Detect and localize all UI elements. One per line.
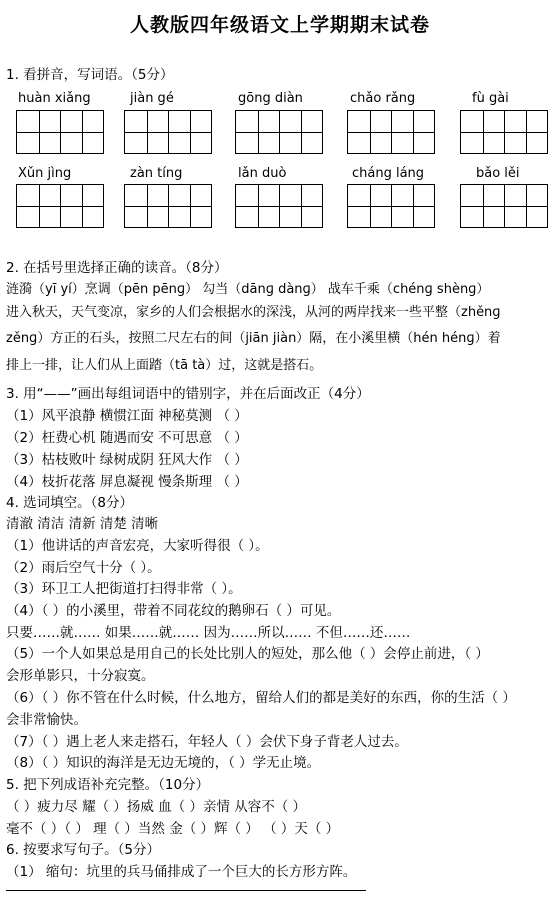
q5-row-2: 毫不（ ）（ ） 理（ ）当然 金（ ）辉（ ） （ ）天（ ） — [6, 821, 340, 837]
q5-heading: 5. 把下列成语补充完整。（10分） — [6, 777, 210, 793]
q4-word-bank-2: 只要……就…… 如果……就…… 因为……所以…… 不但……还…… — [6, 625, 411, 641]
writing-box[interactable] — [16, 110, 104, 154]
page-title: 人教版四年级语文上学期期末试卷 — [129, 14, 430, 36]
q3-heading: 3. 用“——”画出每组词语中的错别字，并在后面改正（4分） — [6, 386, 370, 402]
pinyin-2-4: cháng láng — [352, 166, 425, 181]
q4-sentence-7: （7）（ ）遇上老人来走搭石，年轻人（ ）会伏下身子背老人过去。 — [6, 734, 408, 750]
answer-line[interactable] — [6, 890, 366, 891]
pinyin-row-1 — [0, 91, 560, 107]
q4-sentence-5a: （5）一个人如果总是用自己的长处比别人的短处，那么他（ ）会停止前进，（ ） — [6, 646, 489, 662]
pinyin-1-4: chǎo rǎng — [350, 91, 416, 106]
q1-heading: 1. 看拼音，写词语。（5分） — [6, 67, 174, 83]
pinyin-1-1: huàn xiǎng — [18, 91, 91, 106]
writing-box[interactable] — [347, 110, 435, 154]
q4-word-bank-1: 清澈 清洁 清新 清楚 清晰 — [6, 516, 159, 532]
pinyin-2-1: Xǔn jìng — [18, 166, 72, 181]
writing-box-row-2 — [0, 184, 560, 230]
writing-box[interactable] — [460, 110, 548, 154]
q2-line-2: 进入秋天，天气变凉，家乡的人们会根据水的深浅，从河的两岸找来一些平整（zhěnɡ — [6, 305, 501, 320]
q4-sentence-6a: （6）（ ）你不管在什么时候，什么地方，留给人们的都是美好的东西，你的生活（ ） — [6, 690, 516, 706]
pinyin-2-2: zàn tíng — [130, 166, 183, 181]
q4-heading: 4. 选词填空。（8分） — [6, 495, 134, 511]
q5-row-1: （ ）疲力尽 耀（ ）扬威 血（ ）亲情 从容不（ ） — [6, 799, 307, 815]
q2-heading: 2. 在括号里选择正确的读音。（8分） — [6, 260, 228, 276]
writing-box[interactable] — [235, 184, 323, 228]
q3-item-2: （2）枉费心机 随遇而安 不可思意 （ ） — [6, 430, 248, 446]
q4-sentence-2: （2）雨后空气十分（ ）。 — [6, 560, 161, 576]
q3-item-4: （4）枝折花落 屏息凝视 慢条斯理 （ ） — [6, 474, 248, 490]
pinyin-2-5: bǎo lěi — [476, 166, 520, 181]
writing-box[interactable] — [235, 110, 323, 154]
q6-sentence-1: （1） 缩句：坑里的兵马俑排成了一个巨大的长方形方阵。 — [6, 864, 357, 880]
q4-sentence-1: （1）他讲话的声音宏亮，大家听得很（ ）。 — [6, 538, 269, 554]
writing-box[interactable] — [347, 184, 435, 228]
q4-sentence-6b: 会非常愉快。 — [6, 712, 87, 728]
q4-sentence-3: （3）环卫工人把街道打扫得非常（ ）。 — [6, 581, 242, 597]
pinyin-1-5: fù gài — [472, 91, 509, 106]
q2-line-1: 涟漪（yī yí）烹调（pēn pēnɡ） 勾当（dānɡ dànɡ） 战车千乘（chénɡ shènɡ） — [6, 282, 490, 297]
q6-heading: 6. 按要求写句子。（5分） — [6, 842, 161, 858]
q4-sentence-5b: 会形单影只，十分寂寞。 — [6, 668, 155, 684]
q3-item-3: （3）枯枝败叶 绿树成阴 狂风大作 （ ） — [6, 452, 248, 468]
writing-box[interactable] — [16, 184, 104, 228]
writing-box[interactable] — [124, 110, 212, 154]
pinyin-2-3: lǎn duò — [238, 166, 287, 181]
q3-item-1: （1）风平浪静 横惯江面 神秘莫测 （ ） — [6, 408, 248, 424]
writing-box-row-1 — [0, 110, 560, 156]
pinyin-1-3: gōng diàn — [238, 91, 303, 106]
pinyin-1-2: jiàn gé — [130, 91, 174, 106]
pinyin-row-2 — [0, 166, 560, 182]
q2-line-3: zěnɡ）方正的石头，按照二尺左右的间（jiān jiàn）隔，在小溪里横（hén hénɡ）着 — [6, 331, 501, 346]
writing-box[interactable] — [460, 184, 548, 228]
q4-sentence-8: （8）（ ）知识的海洋是无边无境的，（ ）学无止境。 — [6, 755, 321, 771]
q2-line-4: 排上一排，让人们从上面踏（tā tà）过，这就是搭石。 — [6, 358, 323, 373]
q4-sentence-4: （4）（ ）的小溪里，带着不同花纹的鹅卵石（ ）可见。 — [6, 603, 341, 619]
writing-box[interactable] — [124, 184, 212, 228]
